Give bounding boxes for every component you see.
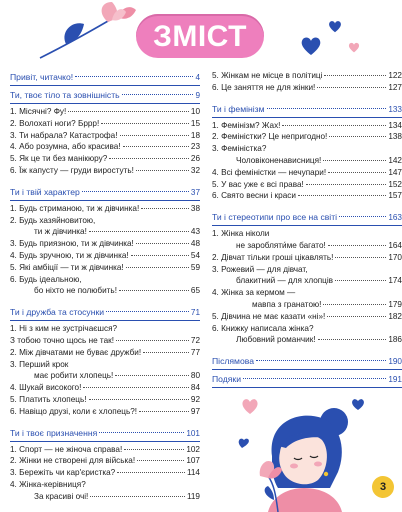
section-title: Ти і твоє призначення — [10, 427, 98, 438]
toc-entry[interactable]: 4. Жінка за кермом — мавпа з гранатою! 179 — [212, 288, 402, 309]
toc-entry[interactable]: 1. Будь стриманою, ти ж дівчинка! 38 — [10, 203, 200, 213]
toc-entry[interactable]: 3. Рожевий — для дівчат, блакитний — для хлопців 174 — [212, 264, 402, 286]
toc-entry[interactable]: 1. Місячні? Фу! 10 — [10, 107, 200, 116]
section-title: Ти і стереотипи про все на світі — [212, 212, 338, 223]
section-page: 37 — [190, 187, 200, 197]
toc-entry[interactable]: 5. Які амбіції — ти ж дівчинка! 59 — [10, 262, 200, 272]
section-title: Післямова — [212, 356, 254, 367]
toc-entry[interactable]: 5. Жінкам не місце в політиці 122 — [212, 71, 402, 80]
toc-entry[interactable]: 4. Жінка-керівниця? За красиві очі! 119 — [10, 479, 200, 501]
section-page: 191 — [388, 375, 402, 385]
section-title: Привіт, читачко! — [10, 72, 74, 82]
heart-icon — [328, 20, 342, 33]
heart-icon — [348, 42, 360, 53]
toc-entry[interactable]: 3. Будь приязною, ти ж дівчинка! 48 — [10, 239, 200, 249]
toc-section-header[interactable] — [212, 210, 402, 225]
toc-entry[interactable]: 2. Феміністки? Це непригодно! 138 — [212, 132, 402, 142]
toc-section-header[interactable] — [212, 354, 402, 369]
toc-entry[interactable]: 6. Навіщо друзі, коли є хлопець?! 97 — [10, 406, 200, 416]
toc-entry[interactable]: 5. У вас уже є всі права! 152 — [212, 179, 402, 189]
section-page: 101 — [186, 428, 200, 438]
tulip-illustration-top — [38, 0, 138, 62]
toc-entry[interactable]: 1. Спорт — не жіноча справа! 102 — [10, 444, 200, 454]
toc-entry[interactable]: 2. Жінки не створені для війська! 107 — [10, 456, 200, 466]
section-page: 133 — [388, 104, 402, 114]
toc-section-header[interactable] — [10, 426, 200, 441]
section-title: Ти і дружба та стосунки — [10, 307, 105, 318]
toc-entry[interactable]: 2. Будь хазяйновитою, ти ж дівчинка! 43 — [10, 215, 200, 237]
toc-entry[interactable]: 2. Волохаті ноги? Бррр! 15 — [10, 118, 200, 128]
section-page: 4 — [195, 73, 200, 82]
toc-entry[interactable]: 3. Ти набрала? Катастрофа! 18 — [10, 130, 200, 140]
section-title: Ти, твоє тіло та зовнішність — [10, 90, 120, 100]
page-number-badge: 3 — [372, 476, 394, 498]
toc-entry[interactable]: 5. Платить хлопець! 92 — [10, 394, 200, 404]
section-page: 9 — [195, 91, 200, 100]
toc-entry[interactable]: 3. Перший крок має робити хлопець! 80 — [10, 359, 200, 381]
toc-entry[interactable]: 3. Бережіть чи кар'єристка? 114 — [10, 468, 200, 478]
toc-left-column — [10, 70, 200, 505]
toc-entry[interactable]: 1. Ні з ким не зустрічаєшся? З тобою точно щось не так! 72 — [10, 324, 200, 345]
toc-section-header[interactable] — [212, 102, 402, 117]
section-title: Подяки — [212, 374, 241, 385]
toc-entry[interactable]: 1. Жінка ніколи не заробляти́ме багато! 164 — [212, 229, 402, 250]
toc-entry[interactable]: 5. Як це ти без манікюру? 26 — [10, 154, 200, 164]
heart-icon — [300, 36, 322, 56]
toc-entry[interactable]: 2. Між дівчатами не буває дружби! 77 — [10, 347, 200, 357]
girl-illustration — [238, 392, 370, 512]
toc-entry[interactable]: 2. Дівчат тільки гроші цікавлять! 170 — [212, 252, 402, 262]
section-title: Ти і твій характер — [10, 186, 80, 197]
toc-entry[interactable]: 6. Книжку написала жінка? Любовний романчик! 186 — [212, 323, 402, 345]
toc-section-header[interactable] — [212, 372, 402, 387]
toc-entry[interactable]: 3. Феміністка? Чоловіконенависниця! 142 — [212, 144, 402, 165]
section-page: 190 — [388, 357, 402, 367]
toc-entry[interactable]: 1. Фемінізм? Жах! 134 — [212, 120, 402, 130]
toc-entry[interactable]: 5. Дівчина не має казати «ні»! 182 — [212, 311, 402, 321]
toc-section-header[interactable] — [10, 185, 200, 200]
section-title: Ти і фемінізм — [212, 103, 265, 114]
section-page: 163 — [388, 213, 402, 223]
section-page: 71 — [190, 308, 200, 318]
toc-right-column — [212, 70, 402, 390]
toc-entry[interactable]: 6. Їж капусту — груди виростуть! 32 — [10, 165, 200, 175]
toc-entry[interactable]: 6. Свято весни і краси 157 — [212, 191, 402, 201]
toc-entry[interactable]: 6. Це заняття не для жінки! 127 — [212, 82, 402, 92]
toc-entry[interactable]: 6. Будь ідеальною, бо ніхто не полюбить! 65 — [10, 274, 200, 296]
toc-section-header[interactable] — [10, 305, 200, 320]
toc-section-header[interactable] — [10, 88, 200, 103]
toc-entry[interactable]: 4. Або розумна, або красива! 23 — [10, 142, 200, 152]
page-title: ЗМІСТ — [136, 14, 264, 58]
toc-entry[interactable]: 4. Всі феміністки — нечупари! 147 — [212, 167, 402, 177]
toc-entry[interactable]: 4. Будь зручною, ти ж дівчинка! 54 — [10, 250, 200, 260]
toc-section-header[interactable] — [10, 70, 200, 85]
toc-entry[interactable]: 4. Шукай високого! 84 — [10, 383, 200, 393]
